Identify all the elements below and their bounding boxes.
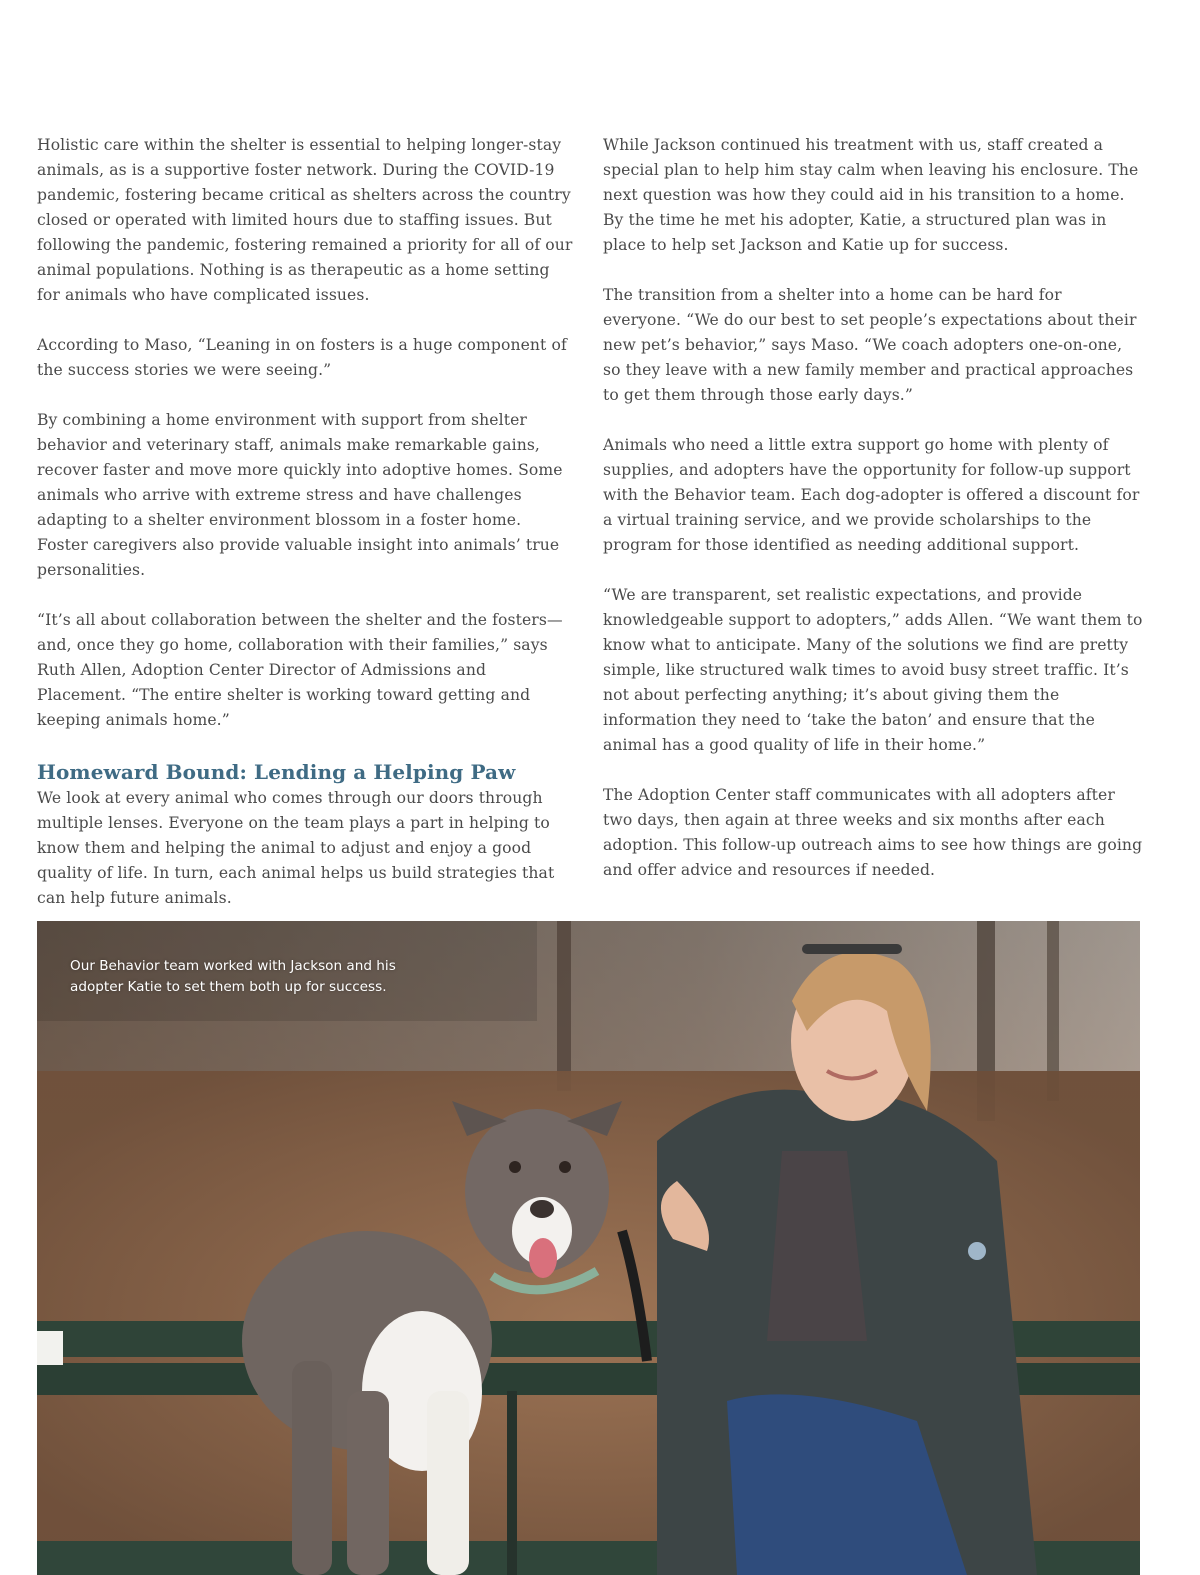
- right-paragraph-5: The Adoption Center staff communicates with all adopters after two days, then again at three weeks and six months after each adoption. This follow-up outreach aims to see how things are going and offer advice and resources if needed.: [603, 786, 1143, 879]
- left-paragraph-4: “It’s all about collaboration between the shelter and the fosters—and, once they go home, collaboration with their families,” says Ruth Allen, Adoption Center Director of Admissions and Placement. “The entire shelter is working toward getting and keeping animals home.”: [37, 611, 563, 729]
- section-heading: Homeward Bound: Lending a Helping Paw: [37, 760, 516, 784]
- left-paragraph-3: By combining a home environment with support from shelter behavior and veterinary staff, animals make remarkable gains, recover faster and move more quickly into adoptive homes. Some animals who arrive with extreme stress and have challenges adapting to a shelter environment blossom in a foster home. Foster caregivers also provide valuable insight into animals’ true personalities.: [37, 411, 563, 579]
- photo-caption: Our Behavior team worked with Jackson and his adopter Katie to set them both up for success.: [70, 958, 396, 995]
- left-paragraph-2: According to Maso, “Leaning in on fosters is a huge component of the success stories we were seeing.”: [37, 336, 567, 379]
- left-paragraph-5: We look at every animal who comes through our doors through multiple lenses. Everyone on the team plays a part in helping to know them and helping the animal to adjust and enjoy a good quality of life. In turn, each animal helps us build strategies that can help future animals.: [37, 789, 555, 907]
- right-paragraph-2: The transition from a shelter into a home can be hard for everyone. “We do our best to set people’s expectations about their new pet’s behavior,” says Maso. “We coach adopters one-on-one, so they leave with a new family member and practical approaches to get them through those early days.”: [603, 286, 1137, 404]
- dog-and-adopter-photo: [37, 921, 1140, 1575]
- photo-illustration: [37, 921, 1140, 1575]
- right-column: [603, 133, 1143, 883]
- left-column: [37, 133, 577, 911]
- right-paragraph-4: “We are transparent, set realistic expectations, and provide knowledgeable support to adopters,” adds Allen. “We want them to know what to anticipate. Many of the solutions we find are pretty simple, like structured walk times to avoid busy street traffic. It’s not about perfecting anything; it’s about giving them the information they need to ‘take the baton’ and ensure that the animal has a good quality of life in their home.”: [603, 586, 1143, 754]
- right-paragraph-1: While Jackson continued his treatment with us, staff created a special plan to help him stay calm when leaving his enclosure. The next question was how they could aid in his transition to a home. By the time he met his adopter, Katie, a structured plan was in place to help set Jackson and Katie up for success.: [603, 136, 1139, 254]
- left-paragraph-1: Holistic care within the shelter is essential to helping longer-stay animals, as is a supportive foster network. During the COVID-19 pandemic, fostering became critical as shelters across the country closed or operated with limited hours due to staffing issues. But following the pandemic, fostering remained a priority for all of our animal populations. Nothing is as therapeutic as a home setting for animals who have complicated issues.: [37, 136, 573, 304]
- right-paragraph-3: Animals who need a little extra support go home with plenty of supplies, and adopters have the opportunity for follow-up support with the Behavior team. Each dog-adopter is offered a discount for a virtual training service, and we provide scholarships to the program for those identified as needing additional support.: [603, 436, 1140, 554]
- tree-trunk: [557, 921, 571, 1091]
